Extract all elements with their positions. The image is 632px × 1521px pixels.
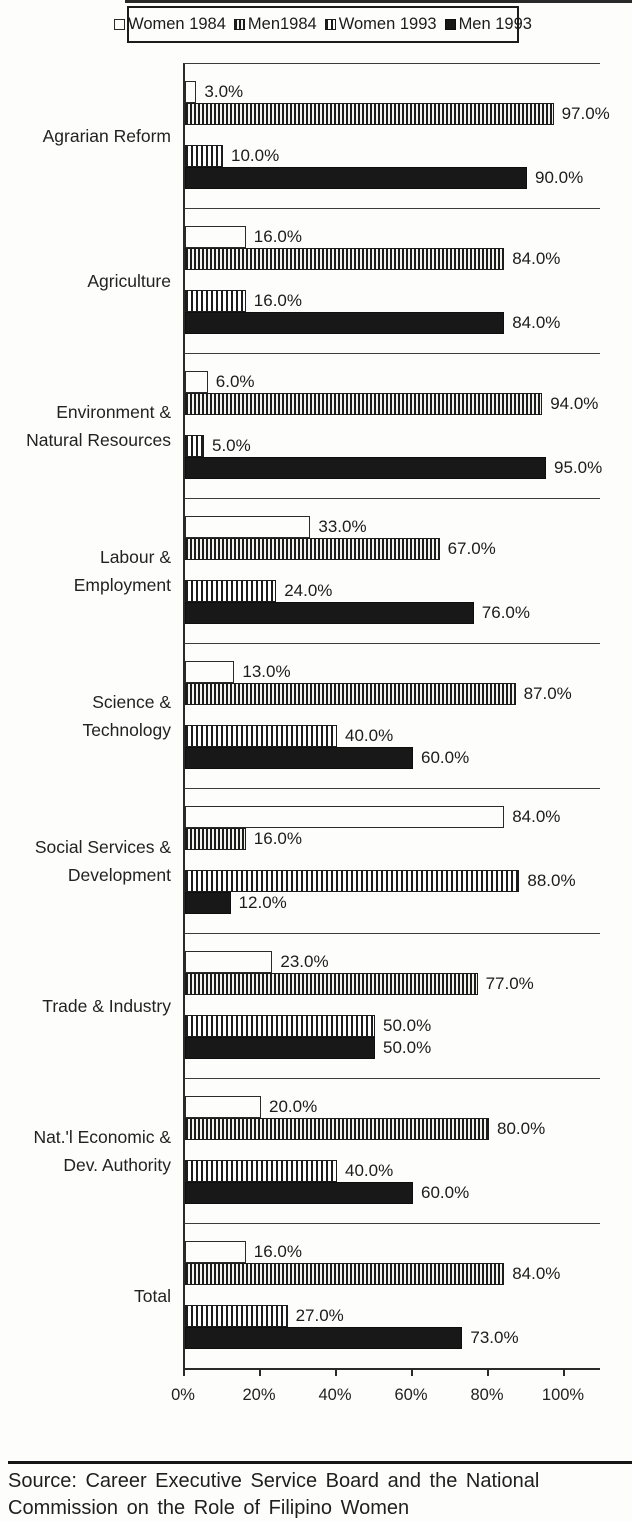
bar-value-label: 3.0% — [204, 82, 244, 101]
bar-row — [185, 103, 610, 125]
category-label-line: Science & — [92, 691, 171, 712]
bar-value-label: 73.0% — [470, 1328, 519, 1347]
bar-value-label: 88.0% — [527, 871, 576, 890]
category-label-line: Trade & Industry — [42, 995, 171, 1016]
plot-cell — [183, 933, 600, 1078]
bar-row — [185, 1015, 600, 1037]
category-label-line: Technology — [82, 719, 171, 740]
bar-men1984 — [185, 538, 440, 560]
bar-row — [185, 1263, 600, 1285]
x-tick — [183, 1370, 185, 1376]
bar-value-label: 27.0% — [295, 1306, 344, 1325]
category-label — [0, 788, 183, 933]
bar-men-1993 — [185, 167, 527, 189]
legend-item-label: Men 1993 — [458, 15, 532, 33]
x-tick-label: 40% — [318, 1386, 352, 1404]
legend-item-label: Men1984 — [247, 15, 317, 33]
plot-cell — [183, 353, 603, 498]
category-label-line: Dev. Authority — [63, 1154, 171, 1175]
source-text-line1: Source: Career Executive Service Board and the National — [8, 1470, 540, 1492]
bar-value-label: 95.0% — [554, 458, 603, 477]
category-label — [0, 353, 183, 498]
plot-cell — [183, 1223, 600, 1368]
x-tick — [335, 1370, 337, 1376]
top-scan-rule — [125, 0, 632, 3]
x-tick — [487, 1370, 489, 1376]
bar-row — [185, 371, 600, 393]
bar-value-label: 87.0% — [523, 684, 572, 703]
bar-value-label: 50.0% — [383, 1038, 432, 1057]
bar-row — [185, 683, 600, 705]
bar-row — [185, 725, 600, 747]
bar-value-label: 40.0% — [345, 726, 394, 745]
bar-men-1993 — [185, 312, 504, 334]
category-label — [0, 63, 183, 208]
x-tick-label: 80% — [470, 1386, 504, 1404]
category-label — [0, 1078, 183, 1223]
bar-men-1993 — [185, 457, 546, 479]
bar-women-1993 — [185, 1160, 337, 1182]
plot-cell — [183, 63, 610, 208]
bar-row — [185, 248, 600, 270]
bar-men1984 — [185, 103, 554, 125]
bar-row — [185, 1118, 600, 1140]
bar-chart — [0, 63, 632, 1368]
x-axis — [183, 1368, 600, 1378]
bar-row — [185, 538, 600, 560]
category-label — [0, 643, 183, 788]
bar-value-label: 10.0% — [231, 146, 280, 165]
legend — [127, 6, 532, 43]
category-label-line: Natural Resources — [26, 429, 171, 450]
x-tick-label: 100% — [541, 1386, 585, 1404]
legend-item-men1984 — [234, 15, 317, 34]
bar-men1984 — [185, 1118, 489, 1140]
category-group-science-technology — [0, 643, 632, 788]
category-group-total — [0, 1223, 632, 1368]
bar-value-label: 84.0% — [512, 249, 561, 268]
bar-value-label: 80.0% — [497, 1119, 546, 1138]
bar-value-label: 77.0% — [485, 974, 534, 993]
category-group-social-services-development — [0, 788, 632, 933]
bar-women-1993 — [185, 580, 276, 602]
category-group-agriculture — [0, 208, 632, 353]
bar-row — [185, 870, 600, 892]
bar-men-1993 — [185, 747, 413, 769]
bar-men1984 — [185, 973, 478, 995]
category-label — [0, 933, 183, 1078]
category-label — [0, 1223, 183, 1368]
bar-row — [185, 747, 600, 769]
bar-men-1993 — [185, 1037, 375, 1059]
bar-value-label: 16.0% — [253, 829, 302, 848]
bar-row — [185, 1096, 600, 1118]
category-label-line: Nat.'l Economic & — [33, 1126, 171, 1147]
bar-value-label: 33.0% — [318, 517, 367, 536]
bar-value-label: 20.0% — [269, 1097, 318, 1116]
bar-value-label: 67.0% — [447, 539, 496, 558]
bar-row — [185, 435, 600, 457]
bar-value-label: 76.0% — [481, 603, 530, 622]
bar-women-1984 — [185, 1096, 261, 1118]
bar-value-label: 16.0% — [253, 291, 302, 310]
bar-value-label: 84.0% — [512, 313, 561, 332]
category-label — [0, 498, 183, 643]
bar-row — [185, 951, 600, 973]
plot-cell — [183, 643, 600, 788]
bar-row — [185, 1305, 600, 1327]
bar-value-label: 12.0% — [238, 893, 287, 912]
bar-men1984 — [185, 828, 246, 850]
source-note — [0, 1461, 632, 1521]
bar-value-label: 16.0% — [253, 227, 302, 246]
bar-men1984 — [185, 248, 504, 270]
legend-item-label: Women 1984 — [128, 15, 226, 33]
bar-women-1984 — [185, 226, 246, 248]
category-label-line: Social Services & — [34, 836, 171, 857]
category-group-nat-l-economic-dev-authority — [0, 1078, 632, 1223]
bar-row — [185, 457, 603, 479]
bar-women-1984 — [185, 661, 234, 683]
bar-row — [185, 516, 600, 538]
bar-men-1993 — [185, 1327, 462, 1349]
bar-value-label: 5.0% — [212, 436, 251, 455]
category-label-line: Development — [67, 864, 171, 885]
bar-value-label: 6.0% — [215, 372, 255, 391]
bar-women-1984 — [185, 951, 272, 973]
source-text-line2: Commission on the Role of Filipino Women — [8, 1497, 410, 1519]
bar-row — [185, 806, 600, 828]
bar-women-1984 — [185, 1241, 246, 1263]
x-axis-labels — [0, 1386, 632, 1410]
category-label-line: Total — [134, 1285, 171, 1306]
bar-row — [185, 580, 600, 602]
bar-row — [185, 602, 600, 624]
bar-men1984 — [185, 1263, 504, 1285]
bar-value-label: 60.0% — [421, 1183, 470, 1202]
legend-item-women-1993 — [325, 15, 437, 34]
category-label-line: Agrarian Reform — [42, 125, 171, 146]
category-label — [0, 208, 183, 353]
category-group-labour-employment — [0, 498, 632, 643]
x-tick-label: 60% — [394, 1386, 428, 1404]
bar-value-label: 94.0% — [550, 394, 599, 413]
bar-row — [185, 167, 600, 189]
bar-row — [185, 290, 600, 312]
bar-row — [185, 828, 600, 850]
bar-value-label: 23.0% — [280, 952, 329, 971]
bar-row — [185, 1182, 600, 1204]
bar-women-1993 — [185, 435, 204, 457]
x-tick — [259, 1370, 261, 1376]
bar-row — [185, 145, 600, 167]
bar-men1984 — [185, 683, 516, 705]
bar-row — [185, 973, 600, 995]
category-label-line: Employment — [73, 574, 171, 595]
bar-row — [185, 892, 600, 914]
bar-men-1993 — [185, 892, 231, 914]
bar-women-1984 — [185, 516, 310, 538]
legend-item-label: Women 1993 — [338, 15, 437, 33]
bar-women-1984 — [185, 371, 208, 393]
bar-value-label: 90.0% — [535, 168, 584, 187]
category-label-line: Agriculture — [87, 270, 171, 291]
bar-value-label: 84.0% — [512, 807, 561, 826]
bar-row — [185, 661, 600, 683]
bar-value-label: 60.0% — [421, 748, 470, 767]
plot-cell — [183, 788, 600, 933]
bar-women-1984 — [185, 81, 196, 103]
source-text — [0, 1464, 632, 1521]
bar-value-label: 84.0% — [512, 1264, 561, 1283]
legend-item-women-1984 — [114, 15, 226, 34]
legend-swatch-men-1993 — [445, 19, 456, 30]
category-group-environment-natural-resources — [0, 353, 632, 498]
bar-women-1993 — [185, 870, 519, 892]
bar-value-label: 16.0% — [253, 1242, 302, 1261]
bar-women-1993 — [185, 145, 223, 167]
bar-row — [185, 226, 600, 248]
plot-cell — [183, 498, 600, 643]
bar-value-label: 13.0% — [242, 662, 291, 681]
bar-row — [185, 1327, 600, 1349]
bar-value-label: 97.0% — [561, 104, 610, 123]
legend-swatch-women-1984 — [114, 19, 125, 30]
bar-row — [185, 1037, 600, 1059]
x-tick — [563, 1370, 565, 1376]
x-tick-label: 20% — [242, 1386, 276, 1404]
bar-women-1984 — [185, 806, 504, 828]
bar-row — [185, 393, 600, 415]
category-label-line: Labour & — [99, 546, 171, 567]
category-label-line: Environment & — [56, 401, 171, 422]
bar-women-1993 — [185, 1305, 288, 1327]
category-group-agrarian-reform — [0, 63, 632, 208]
legend-swatch-women-1993 — [325, 19, 336, 30]
bar-men1984 — [185, 393, 542, 415]
plot-cell — [183, 208, 600, 353]
bar-women-1993 — [185, 290, 246, 312]
bar-row — [185, 81, 600, 103]
legend-item-men-1993 — [445, 15, 532, 34]
bar-value-label: 40.0% — [345, 1161, 394, 1180]
bar-value-label: 24.0% — [284, 581, 333, 600]
bar-value-label: 50.0% — [383, 1016, 432, 1035]
bar-row — [185, 1241, 600, 1263]
bar-women-1993 — [185, 725, 337, 747]
bar-women-1993 — [185, 1015, 375, 1037]
bar-men-1993 — [185, 1182, 413, 1204]
bar-row — [185, 1160, 600, 1182]
plot-cell — [183, 1078, 600, 1223]
category-group-trade-industry — [0, 933, 632, 1078]
x-tick-label: 0% — [171, 1386, 195, 1404]
bar-men-1993 — [185, 602, 474, 624]
x-tick — [411, 1370, 413, 1376]
legend-swatch-men1984 — [234, 19, 245, 30]
bar-row — [185, 312, 600, 334]
